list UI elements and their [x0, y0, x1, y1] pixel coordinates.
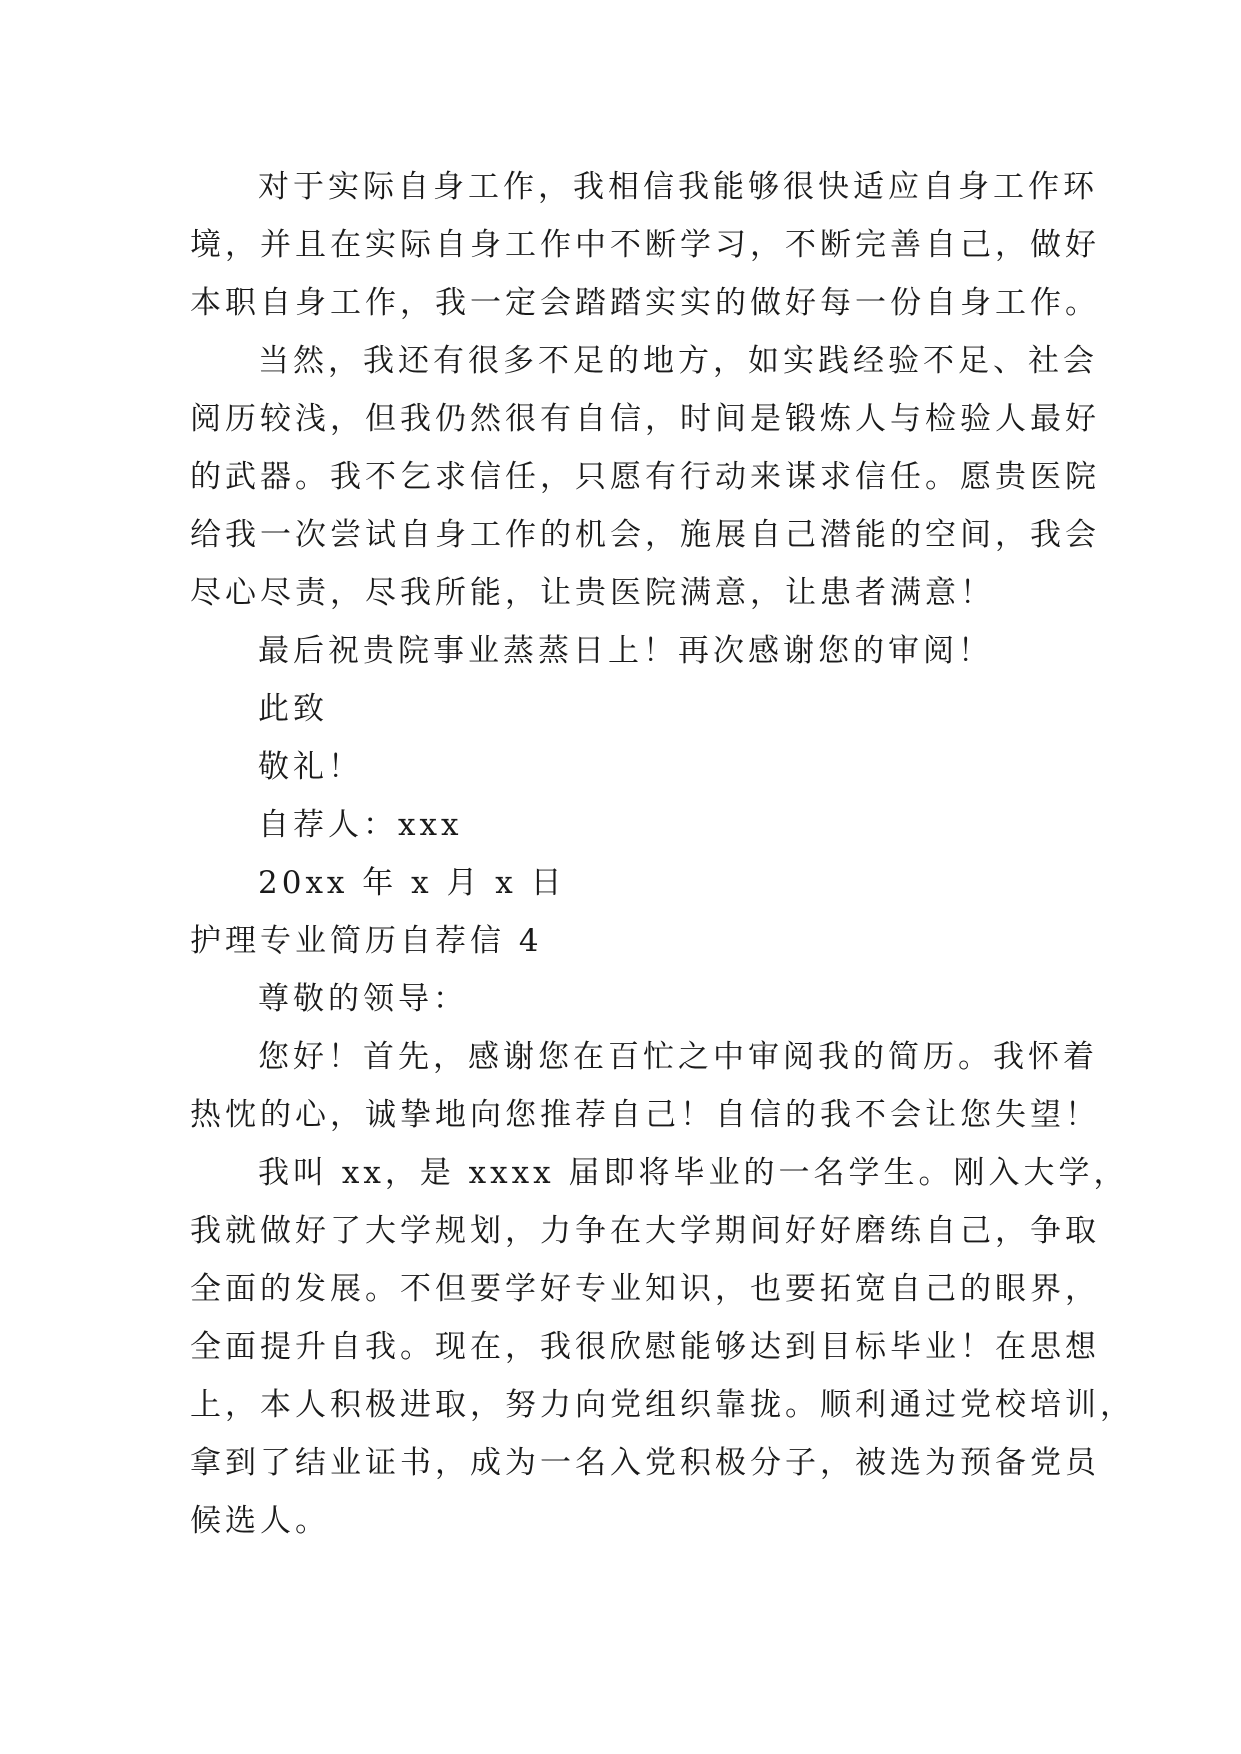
salutation-closing: 此致 [258, 691, 328, 727]
paragraph-line: 本职自身工作，我一定会踏踏实实的做好每一份自身工作。 [190, 285, 1100, 321]
paragraph-line: 当然，我还有很多不足的地方，如实践经验不足、社会 [258, 343, 1098, 379]
paragraph-line: 境，并且在实际自身工作中不断学习，不断完善自己，做好 [190, 227, 1100, 263]
signature-name: 自荐人：xxx [258, 807, 463, 843]
paragraph-line: 阅历较浅，但我仍然很有自信，时间是锻炼人与检验人最好 [190, 401, 1100, 437]
paragraph-line: 的武器。我不乞求信任，只愿有行动来谋求信任。愿贵医院 [190, 459, 1100, 495]
paragraph-line: 热忱的心，诚挚地向您推荐自己！自信的我不会让您失望！ [190, 1097, 1100, 1133]
paragraph-line: 全面提升自我。现在，我很欣慰能够达到目标毕业！在思想 [190, 1329, 1100, 1365]
paragraph-line: 尽心尽责，尽我所能，让贵医院满意，让患者满意！ [190, 575, 995, 611]
paragraph-line: 您好！首先，感谢您在百忙之中审阅我的简历。我怀着 [258, 1039, 1098, 1075]
paragraph-line: 全面的发展。不但要学好专业知识，也要拓宽自己的眼界， [190, 1271, 1100, 1307]
paragraph-line: 我就做好了大学规划，力争在大学期间好好磨练自己，争取 [190, 1213, 1100, 1249]
greeting: 尊敬的领导： [258, 981, 468, 1017]
signature-date: 20xx 年 x 月 x 日 [258, 865, 566, 901]
paragraph-line: 拿到了结业证书，成为一名入党积极分子，被选为预备党员 [190, 1445, 1100, 1481]
closing-wish: 最后祝贵院事业蒸蒸日上！再次感谢您的审阅！ [258, 633, 993, 669]
paragraph-line: 我叫 xx，是 xxxx 届即将毕业的一名学生。刚入大学， [258, 1155, 1129, 1191]
paragraph-line: 候选人。 [190, 1503, 330, 1539]
document-body [190, 158, 1135, 1550]
section-heading: 护理专业简历自荐信 4 [190, 923, 543, 959]
paragraph-line: 对于实际自身工作，我相信我能够很快适应自身工作环 [258, 169, 1098, 205]
paragraph-line: 上，本人积极进取，努力向党组织靠拢。顺利通过党校培训， [190, 1387, 1135, 1423]
paragraph-line: 给我一次尝试自身工作的机会，施展自己潜能的空间，我会 [190, 517, 1100, 553]
salutation-regards: 敬礼！ [258, 749, 363, 785]
